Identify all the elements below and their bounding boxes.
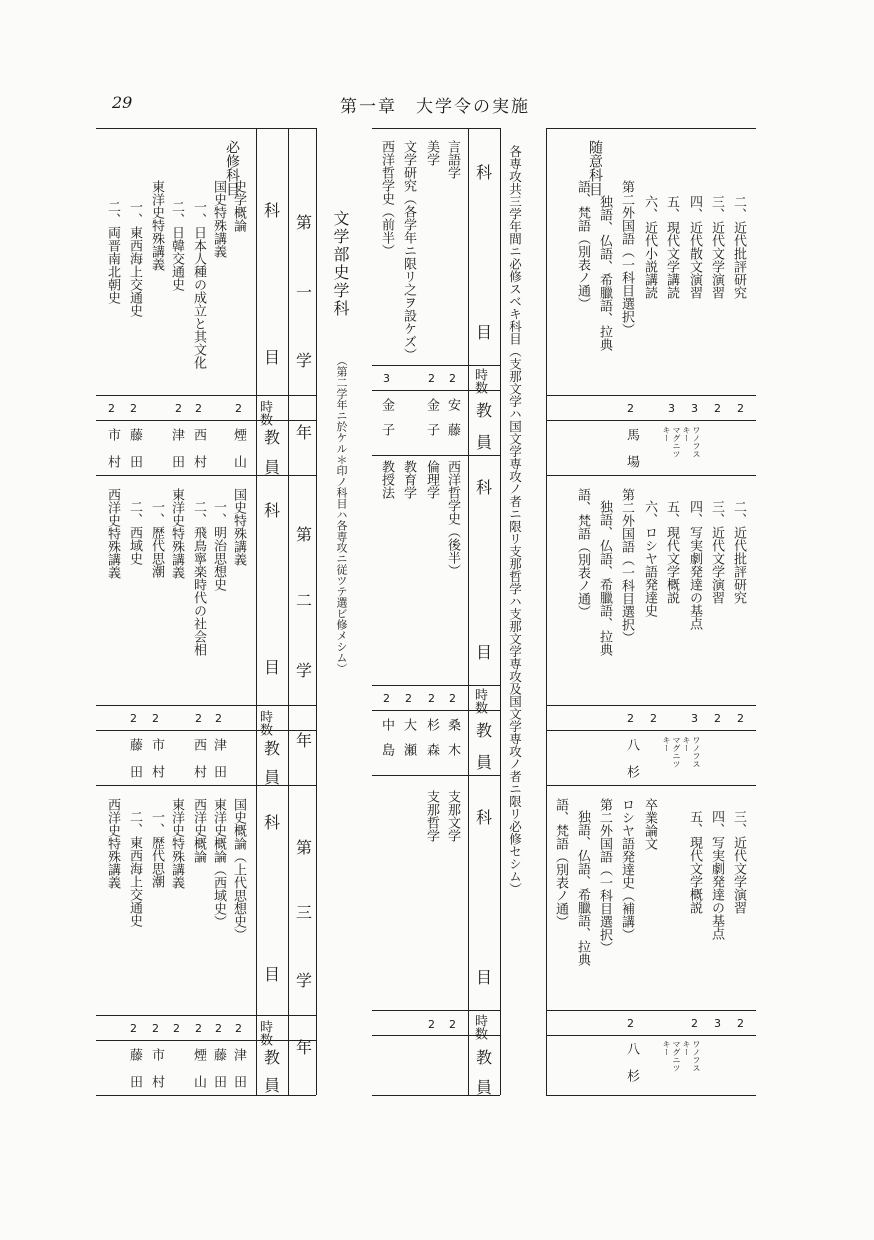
elective2-hour: 2	[627, 712, 634, 725]
elective-teacher-note: マグニツ	[672, 426, 681, 458]
y2-teacher-header: 教	[264, 739, 281, 758]
common2-hour: 2	[449, 692, 456, 705]
elective-hour: 2	[737, 402, 744, 415]
y1-teacher: 煙山	[231, 428, 246, 482]
elective-hour: 3	[691, 402, 698, 415]
common-teacher: 安藤	[445, 398, 460, 448]
y1-hour: 2	[175, 402, 182, 415]
elective-subject: 第二外国語（一科目選択）	[619, 180, 634, 336]
elective2-hour: 3	[691, 712, 698, 725]
y3-subject: 一、歴代思潮	[149, 810, 164, 888]
common3-subject: 支那哲学	[424, 790, 439, 842]
common2-subject-header: 科	[476, 478, 493, 497]
year2-label-3: 学	[296, 661, 313, 680]
elective-subject: 六、近代小説講読	[642, 195, 657, 299]
elective2-subject: 二、近代批評研究	[731, 500, 746, 604]
elective3-teacher-note: ワノフス	[692, 1040, 701, 1072]
y3-subject: 国史概論（上代思想史）	[231, 798, 246, 941]
elective-subject: 二、近代批評研究	[731, 195, 746, 299]
common3-hour: 2	[449, 1018, 456, 1031]
common-hours-header: 時数	[472, 368, 487, 394]
y1-teacher: 藤田	[127, 428, 142, 482]
y3-teacher-header-2: 員	[264, 1076, 281, 1095]
elective2-subject: 五、現代文学概説	[664, 500, 679, 604]
elective3-hour: 2	[627, 1017, 634, 1030]
y3-teacher: 藤田	[127, 1048, 142, 1102]
elective2-hour: 2	[737, 712, 744, 725]
common3-hour: 2	[428, 1018, 435, 1031]
y1-teacher: 市村	[105, 428, 120, 482]
y2-teacher: 津田	[211, 738, 226, 792]
year1-label-1: 第	[296, 213, 313, 232]
y2-subject: 東洋史特殊講義	[169, 488, 184, 579]
y2-teacher-header-2: 員	[264, 768, 281, 787]
y1-subject: 国史特殊講義	[211, 180, 226, 258]
common-teacher: 金子	[424, 398, 439, 448]
y2-subject: 西洋史特殊講義	[105, 488, 120, 579]
history-section-title: 文学部史学科	[331, 210, 350, 318]
elective3-teacher: 八杉	[624, 1042, 639, 1096]
common3-teacher-header-2: 員	[476, 1078, 493, 1097]
y1-subject-header-2: 目	[264, 348, 281, 367]
y1-teacher: 津田	[169, 428, 184, 482]
year1-label-2: 一	[296, 283, 313, 302]
common-subject: 言語学	[445, 140, 460, 179]
year2-label-2: 二	[296, 591, 313, 610]
common3-teacher-header: 教	[476, 1048, 493, 1067]
common-subject-header-2: 目	[476, 323, 493, 342]
elective2-subject: 独語、仏語、希臘語、拉典	[597, 500, 612, 656]
elective-subject: 五、現代文学講読	[664, 195, 679, 299]
common2-subject: 教授法	[379, 460, 394, 499]
y3-hour: 2	[152, 1022, 159, 1035]
elective2-teacher-note: キー	[682, 736, 691, 752]
y1-teacher: 西村	[191, 428, 206, 482]
y2-hour: 2	[152, 712, 159, 725]
elective-hour: 2	[627, 402, 634, 415]
year2-label-4: 年	[296, 731, 313, 750]
y1-subject: 史学概論	[231, 180, 246, 232]
elective-hour: 2	[714, 402, 721, 415]
elective3-subject: ロシヤ語発達史（補講）	[619, 798, 634, 941]
common-section-title: 各専攻共三学年間ニ必修スベキ科目（支那文学ハ国文学専攻ノ者ニ限リ支那哲学ハ支那文学専攻及国文学専攻ノ者ニ限リ必修セシム）	[507, 145, 523, 895]
year2-label-1: 第	[296, 525, 313, 544]
y2-subject: 一、歴代思潮	[149, 500, 164, 578]
y3-hours-header: 時数	[257, 1020, 272, 1046]
common3-hours-header: 時数	[472, 1014, 487, 1040]
y2-subject: 国史特殊講義	[231, 488, 246, 566]
y3-subject-header-2: 目	[264, 965, 281, 984]
elective3-teacher-note: キー	[662, 1040, 671, 1056]
y3-teacher: 藤田	[211, 1048, 226, 1102]
common-subject: 西洋哲学史（前半）	[379, 140, 394, 257]
elective2-subject: 語、梵語（別表ノ通）	[575, 488, 590, 618]
common2-hours-header: 時数	[472, 688, 487, 714]
y3-hour: 2	[130, 1022, 137, 1035]
y1-subject: 二、両晋南北朝史	[105, 200, 120, 304]
y3-teacher-header: 教	[264, 1048, 281, 1067]
common-hour: 2	[449, 372, 456, 385]
common2-subject: 倫理学	[424, 460, 439, 499]
year3-label-1: 第	[296, 838, 313, 857]
y3-subject: 二、東西海上交通史	[127, 810, 142, 927]
year1-label-3: 学	[296, 351, 313, 370]
y1-subject: 二、日韓交通史	[169, 200, 184, 291]
year3-label-2: 三	[296, 903, 313, 922]
y2-teacher: 市村	[149, 738, 164, 792]
common-teacher-header: 教	[476, 401, 493, 420]
y1-hours-header: 時数	[257, 400, 272, 426]
elective-subject: 語、梵語（別表ノ通）	[575, 180, 590, 310]
y2-hour: 2	[195, 712, 202, 725]
common2-hour: 2	[428, 692, 435, 705]
y3-subject: 東洋史特殊講義	[169, 798, 184, 889]
elective2-subject: 六、ロシヤ語発達史	[642, 500, 657, 617]
y2-hour: 2	[130, 712, 137, 725]
y2-hour: 2	[215, 712, 222, 725]
common3-subject: 支那文学	[445, 790, 460, 842]
elective-teacher-note: キー	[662, 426, 671, 442]
y3-hour: 2	[235, 1022, 242, 1035]
common2-subject: 教育学	[401, 460, 416, 499]
y1-subject: 一、東西海上交通史	[127, 200, 142, 317]
elective-teacher-note: ワノフス	[692, 426, 701, 458]
y2-subject: 二、飛鳥寧楽時代の社会相	[191, 500, 206, 656]
elective3-subject: 五、現代文学概説	[687, 810, 702, 914]
y2-teacher: 西村	[191, 738, 206, 792]
y2-subject-header-2: 目	[264, 658, 281, 677]
elective3-hour: 2	[691, 1017, 698, 1030]
y2-subject: 二、西域史	[127, 500, 142, 565]
elective3-subject: 第二外国語（一科目選択）	[597, 798, 612, 954]
y2-subject: 一、明治思想史	[211, 500, 226, 591]
y3-teacher: 市村	[149, 1048, 164, 1102]
common2-subject-header-2: 目	[476, 643, 493, 662]
elective3-hour: 3	[714, 1017, 721, 1030]
elective3-subject: 三、近代文学演習	[731, 810, 746, 914]
y3-subject: 西洋史概論	[191, 798, 206, 863]
common2-subject: 西洋哲学史（後半）	[445, 460, 460, 577]
common2-teacher-header-2: 員	[476, 753, 493, 772]
common-teacher-header-2: 員	[476, 433, 493, 452]
elective3-subject: 卒業論文	[642, 798, 657, 850]
elective3-hour: 2	[737, 1017, 744, 1030]
common-subject-header: 科	[476, 163, 493, 182]
elective3-subject: 語、梵語（別表ノ通）	[553, 798, 568, 928]
elective2-subject: 第二外国語（一科目選択）	[619, 488, 634, 644]
year3-label-4: 年	[296, 1038, 313, 1057]
common3-subject-header-2: 目	[476, 968, 493, 987]
elective2-hour: 2	[650, 712, 657, 725]
elective2-subject: 四、写実劇発達の基点	[687, 500, 702, 630]
year3-label-3: 学	[296, 971, 313, 990]
y3-subject: 西洋史特殊講義	[105, 798, 120, 889]
elective2-subject: 三、近代文学演習	[709, 500, 724, 604]
elective-teacher-note: キー	[682, 426, 691, 442]
common2-teacher-header: 教	[476, 721, 493, 740]
required-label: 必修科目	[224, 140, 240, 196]
common-subject: 美学	[424, 140, 439, 166]
page-number: 29	[112, 93, 133, 112]
y2-hours-header: 時数	[257, 710, 272, 736]
y3-teacher: 津田	[231, 1048, 246, 1102]
elective-subject: 四、近代散文演習	[687, 195, 702, 299]
y1-hour: 2	[130, 402, 137, 415]
elective-hour: 3	[668, 402, 675, 415]
y3-subject: 東洋史概論（西域史）	[211, 798, 226, 928]
elective2-teacher: 八杉	[624, 738, 639, 792]
elective-subject: 三、近代文学演習	[709, 195, 724, 299]
common2-hour: 2	[405, 692, 412, 705]
elective2-teacher-note: ワノフス	[692, 736, 701, 768]
common-teacher: 金子	[379, 398, 394, 448]
common2-teacher: 杉森	[424, 718, 439, 768]
elective-label: 随意科目	[587, 140, 603, 196]
y2-subject-header: 科	[264, 501, 281, 520]
y1-subject: 一、日本人種の成立と其文化	[191, 200, 206, 369]
elective3-teacher-note: マグニツ	[672, 1040, 681, 1072]
elective3-subject: 独語、仏語、希臘語、拉典	[575, 810, 590, 966]
y3-hour: 2	[195, 1022, 202, 1035]
y1-subject-header: 科	[264, 201, 281, 220]
common2-teacher: 中島	[379, 718, 394, 768]
y3-teacher: 煙山	[191, 1048, 206, 1102]
elective3-subject: 四、写実劇発達の基点	[709, 810, 724, 940]
common2-teacher: 桑木	[445, 718, 460, 768]
common-subject: 文学研究（各学年ニ限リ之ヲ設ケズ）	[401, 140, 416, 361]
elective3-teacher-note: キー	[682, 1040, 691, 1056]
common2-hour: 2	[383, 692, 390, 705]
elective2-teacher-note: キー	[662, 736, 671, 752]
y1-teacher-header: 教	[264, 428, 281, 447]
common-hour: 2	[428, 372, 435, 385]
elective2-teacher-note: マグニツ	[672, 736, 681, 768]
history-section-note: （第二学年ニ於ケル＊印ノ科目ハ各専攻ニ従ツテ選ビ修メシム）	[335, 355, 348, 674]
elective-teacher: 馬場	[624, 428, 639, 482]
elective2-hour: 2	[714, 712, 721, 725]
common-hour: 3	[383, 372, 390, 385]
y2-teacher: 藤田	[127, 738, 142, 792]
y3-hour: 2	[173, 1022, 180, 1035]
elective-subject: 独語、仏語、希臘語、拉典	[597, 195, 612, 351]
common2-teacher: 大瀬	[401, 718, 416, 768]
y3-subject-header: 科	[264, 813, 281, 832]
y1-hour: 2	[235, 402, 242, 415]
common3-subject-header: 科	[476, 808, 493, 827]
y1-teacher-header-2: 員	[264, 458, 281, 477]
y1-hour: 2	[195, 402, 202, 415]
y1-hour: 2	[108, 402, 115, 415]
y1-subject: 東洋史特殊講義	[149, 180, 164, 271]
y3-hour: 2	[215, 1022, 222, 1035]
year1-label-4: 年	[296, 423, 313, 442]
chapter-title: 第一章 大学令の実施	[340, 97, 530, 117]
